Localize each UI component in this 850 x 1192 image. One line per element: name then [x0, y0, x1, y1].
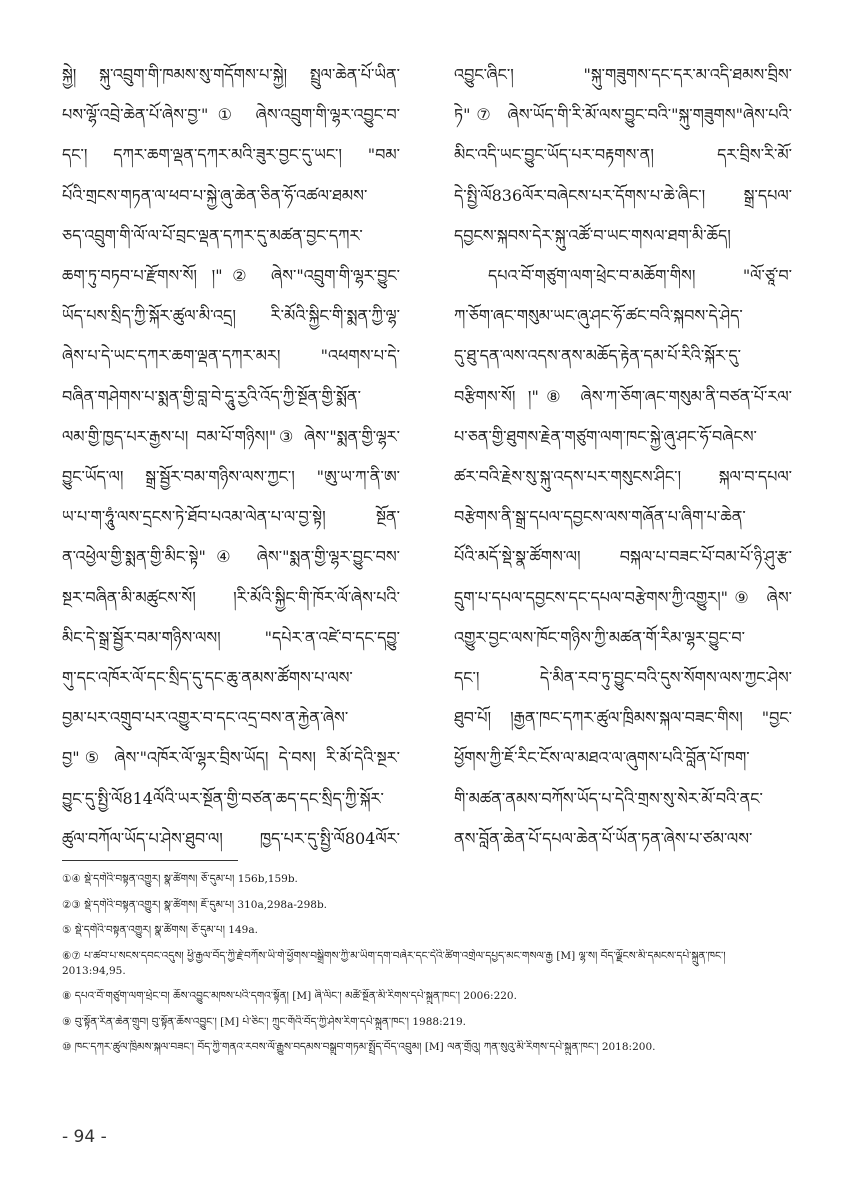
text-line: ཀ་ཅོག་ཞང་གསུམ་ཡང་ཞུ་ཤང་ཧོ་ཚང་བའི་སྐབས་དེ་ཤེད་ — [454, 306, 743, 326]
text-line: མིང་འདི་ཡང་བྱུང་ཡོད་པར་བརྟགས་ན། དར་བྲིས་རི་མོ་ — [454, 145, 792, 165]
text-line: ཅད་འབྲུག་གི་ལོ་ལ་པོ་བྲང་ལྡན་དཀར་དུ་མཚན་བྱང་དཀར་ — [62, 225, 363, 245]
footnote: ⑧ དཔའ་བོ་གཙུག་ལག་ཕྲེང་བ། ཆོས་འབྱུང་མཁས་པའི་དགའ་སྟོན། [M] ཞི་ལིང་། མཚོ་སྔོན་མི་རིགས་དཔེ་སྐྲུན་ཁང་། 2006:220. — [62, 990, 517, 1002]
text-line: མིང་དེ་སྒྲ་སྦྱོར་བམ་གཉིས་ལས། "དཔེར་ན་འཛེ་བ་དང་དབྱུ་ — [62, 627, 400, 647]
footnotes — [62, 872, 788, 1066]
text-line: བྱུང་ཡོད་ལ། སྒྲ་སྦྱོར་བམ་གཉིས་ལས་ཀྱང་། "ཨུ་ཡ་ཀ་ནི་ཨ་ — [62, 467, 400, 487]
text-line: གུ་དང་འཁོར་ལོ་དང་སྲིད་དུ་དང་ཆུ་ནམས་ཚོགས་པ་ལས་ — [62, 668, 353, 688]
body-text-right-column — [454, 55, 792, 855]
footnote: ⑨ བུ་སྟོན་རིན་ཆེན་གྲུབ། བུ་སྟོན་ཆོས་འབྱུང་། [M] པེ་ཅིང་། ཀྲུང་གོའི་བོད་ཀྱི་ཤེས་རིག་དཔེ་སྐྲུན་ཁང་། 1988:219. — [62, 1015, 466, 1028]
text-line: སྐྱེ། སྐུ་འབྲུག་གི་ཁམས་སུ་གདོགས་པ་སྐྱེ། སྤྲུལ་ཆེན་པོ་ཡིན་ — [62, 65, 400, 84]
text-line: སྔར་བཞིན་མི་མཚུངས་སོ། །རི་མོའི་སྐྱིང་གི་ཁོར་ལོ་ཞེས་པའི་ — [62, 587, 400, 607]
text-line: ཐུབ་པོ། །རྒྱན་ཁང་དཀར་ཚུལ་ཁྲིམས་སྐལ་བཟང་གིས། "བྱང་ — [454, 708, 792, 728]
text-line: ཚུལ་བཀོལ་ཡོད་པ་ཤེས་ཐུབ་ལ། ཁྱད་པར་དུ་སྤྱི་ལོ804ལོར་ — [62, 828, 400, 848]
text-line: པས་ལྷོ་འབྲེ་ཆེན་པོ་ཞེས་བྱ་"① ཞེས་འབྲུག་གི་ལྷར་འབྱུང་བ་ — [62, 105, 400, 125]
text-line: དང་། དེ་མིན་རབ་ཏུ་བྱུང་བའི་དུས་སོགས་ལས་ཀྱང་ཤེས་ — [454, 668, 792, 688]
text-line: ན་འཕྱེལ་གྱི་སྨན་གྱི་མིང་སྟེ"④ ཞེས་"སྨན་གྱི་ལྷར་བྱུང་བས་ — [62, 547, 400, 567]
text-line: ཚར་བའི་རྗེས་སུ་སྐུ་འདས་པར་གསུངས་ཤིང་། སྐལ་བ་དཔལ་ — [454, 467, 792, 487]
footnote: ⑤ སྡེ་དགེའི་བསྟན་འགྱུར། སྣ་ཚོགས། ཅོ་དུམ་པ། 149a. — [62, 924, 258, 936]
body-text-left-column — [62, 55, 400, 855]
text-line: བྱུང་དུ་སྤྱི་ལོ814ལོའི་ཡར་སྔོན་གྱི་བཙན་ཆད་དང་སྲིད་ཀྱི་སྐོར་ — [62, 788, 384, 808]
text-line: བརྩིགས་སོ། །"⑧ ཞེས་ཀ་ཅོག་ཞང་གསུམ་ནི་བཙན་པོ་རལ་ — [454, 386, 792, 406]
text-line: ལམ་གྱི་ཁྱད་པར་རྒྱས་པ། བམ་པོ་གཉིས།"③ ཞེས་"སྨན་གྱི་ལྷར་ — [62, 426, 400, 446]
text-line: ཆག་ཏུ་བཏབ་པ་རྫོགས་སོ། །"② ཞེས་"འབྲུག་གི་ལྷར་བྱུང་ — [62, 266, 400, 286]
text-line: བྱམ་པར་འགྲུབ་པར་འགྱུར་བ་དང་འདྲ་བས་ན་རྐྱེན་ཞེས་ — [62, 708, 349, 728]
text-line: དང་། དཀར་ཆག་ལྡན་དཀར་མའི་ཟུར་བྱང་དུ་ཡང་། "བམ་ — [62, 145, 400, 165]
text-line: པོའི་གྲངས་གཏན་ལ་ཕབ་པ་སྐྱེ་ཞུ་ཆེན་ཅིན་ཧོ་འཚལ་ཐམས་ — [62, 185, 368, 205]
footnote: ⑩ ཁང་དཀར་ཚུལ་ཁྲིམས་སྐལ་བཟང་། བོད་ཀྱི་གནའ་རབས་ལོ་རྒྱུས་བདམས་བསྒྲུབ་གཏམ་སྤྲོད་བོད་འབྲུམ། [M] ལན་གྲོའུ། ཀན་སུའུ་མི་རིགས་དཔེ་སྐྲུན་ཁང་། 2018:200. — [62, 1041, 656, 1053]
footnote: ⑥⑦ པ་ཚབ་པ་སངས་དབང་འདུས། ཕྱི་རྒྱལ་བོད་ཀྱི་རྗེ་བཀོས་ཡི་གེ་ཕྱོགས་བསྒྲིགས་ཀྱི་མ་ཡིག་དག་བཞེར་དང་དེའི་ཚིག་འགྲེལ་དཔྱད་མང་གསལ་རྒྱ [M] ལྷ་ས། བོད་ལྗོངས་མི་དམངས་དཔེ་སྐྲུན་ཁང་། 2013:94,95. — [62, 949, 726, 977]
footnote-divider — [62, 860, 238, 861]
footnote: ①④ སྡེ་དགེའི་བསྟན་འགྱུར། སྣ་ཚོགས། ཅོ་དུམ་པ། 156b,159b. — [62, 873, 298, 885]
text-line: པ་ཅན་གྱི་ཐུགས་རྗེན་གཙུག་ལག་ཁང་སྐྱེ་ཞུ་ཤང་ཧོ་བཞེངས་ — [454, 426, 757, 446]
text-line: དྲུག་པ་དཔལ་དབྱངས་དང་དཔལ་བརྩེགས་ཀྱི་འགྱུར།"⑨ ཞེས་ — [454, 587, 792, 607]
text-line: དཔའ་བོ་གཙུག་ལག་ཕྲེང་བ་མཆོག་གིས། "ལོ་ཙཱ་བ་ — [488, 266, 792, 286]
text-line: འགྱུར་བྱང་ལས་ཁོང་གཉིས་ཀྱི་མཚན་གོ་རིམ་ལྷར་བྱུང་བ་ — [454, 627, 746, 647]
text-line: པོའི་མདོ་སྡེ་སྣ་ཚོགས་ལ། བསྐལ་པ་བཟང་པོ་བམ་པོ་ཉི་ཤུ་རྩ་ — [454, 547, 792, 567]
text-line: བྱ"⑤ ཞེས་"འཁོར་ལོ་ལྷར་བྲིས་ཡོད། དེ་བས། རི་མོ་དེའི་སྔར་ — [62, 748, 400, 768]
text-line: ཞེས་པ་དེ་ཡང་དཀར་ཆག་ལྡན་དཀར་མར། "འཕགས་པ་དེ་ — [62, 346, 400, 366]
text-line: ཏེ"⑦ ཞེས་ཡོད་གི་རི་མོ་ལས་བྱུང་བའི་"སྐུ་གཟུགས"ཞེས་པའི་ — [454, 105, 792, 125]
text-line: བཞིན་གཤེགས་པ་སྨན་གྱི་བླ་བེ་དཱུ་རྱའི་འོད་ཀྱི་སྔོན་གྱི་སྨོན་ — [62, 386, 361, 406]
text-line: ཡ་པ་ག་ཧཱུཾ་ལས་དྲངས་ཏེ་ཐོབ་པའམ་ལེན་པ་ལ་བྱ་སྟེ། སྔོན་ — [62, 507, 400, 527]
footnote: ②③ སྡེ་དགེའི་བསྟན་འགྱུར། སྣ་ཚོགས། ཇོ་དུམ་པ། 310a,298a-298b. — [62, 898, 328, 911]
text-line: དུ་ཐུ་དན་ལས་འདས་ནས་མཆོད་རྟེན་དམ་པོ་རིའི་སྐོར་དུ་ — [454, 346, 741, 366]
page-number: - 94 - — [62, 1127, 107, 1147]
text-line: ནས་བློན་ཆེན་པོ་དཔལ་ཆེན་པོ་ཡོན་ཏན་ཞེས་པ་ཙམ་ལས་ — [454, 828, 753, 848]
text-line: འབྱུང་ཞིང་། "སྐུ་གཟུགས་དང་དར་མ་འདི་ཐམས་བྲིས་ — [454, 65, 792, 84]
text-line: ཡོད་པས་སྲིད་ཀྱི་སྐོར་ཚུལ་མི་འདྲ། རི་མོའི་སྐྱིང་གི་སྨན་ཀྱི་ལྷ་ — [62, 306, 400, 326]
text-line: གི་མཚན་ནམས་བཀོས་ཡོད་པ་དེའི་གྲས་སུ་སེར་མོ་བའི་ནང་ — [454, 788, 763, 808]
text-line: བརྩེགས་ནི་སྒྲ་དཔལ་དབྱངས་ལས་གཞོན་པ་ཞིག་པ་ཆེན་ — [454, 507, 746, 527]
text-line: དེ་སྤྱི་ལོ836ལོར་བཞེངས་པར་དོགས་པ་ཆེ་ཞིང་། སྒྲ་དཔལ་ — [454, 185, 792, 205]
text-line: ཕྱོགས་ཀྱི་ཇོ་རིང་ངོས་ལ་མཐའ་ལ་ཞུགས་པའི་བློན་པོ་ཁག་ — [454, 748, 750, 768]
text-line: དབྱངས་སྐབས་དེར་སྐུ་འཚོ་བ་ཡང་གསལ་ཐག་མི་ཆོད། — [454, 225, 731, 245]
